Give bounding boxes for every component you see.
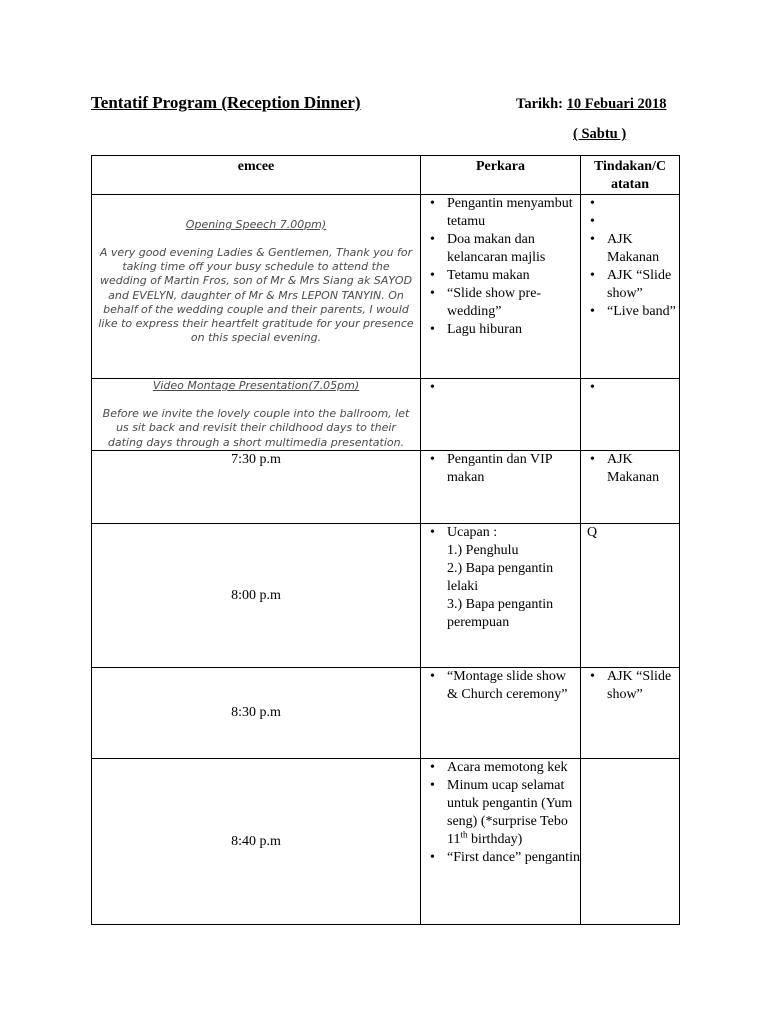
list-item: 1.) Penghulu [447, 543, 519, 558]
list-item: • AJK “Slide show” [607, 668, 679, 704]
tindakan-cell [581, 379, 680, 451]
tindakan-list [581, 195, 679, 321]
date-line [516, 96, 667, 113]
perkara-cell [421, 451, 581, 524]
emcee-text: A very good evening Ladies & Gentlemen, Thank you for taking time off your busy schedule to attend the wedding of Martin Fros, son of Mr & Mrs Siang ak SAYOD and EVELYN, daughter of Mr & Mrs LEPON TANYIN. On behalf of the wedding couple and their parents, I would like to express their heartfelt gratitude for your presence on this special evening. [98, 245, 414, 345]
list-item [607, 213, 679, 231]
table-row [92, 759, 680, 925]
date-value: 10 Febuari 2018 [566, 96, 667, 112]
speech-list [421, 542, 580, 632]
list-item: • AJK Makanan [607, 231, 679, 267]
list-item: • Tetamu makan [447, 267, 580, 285]
day-label: ( Sabtu ) [573, 126, 627, 142]
list-item: • Lagu hiburan [447, 321, 580, 339]
list-item: 2.) Bapa pengantin lelaki [447, 561, 554, 594]
tindakan-cell [581, 668, 680, 759]
program-table [91, 155, 680, 925]
tindakan-cell [581, 195, 680, 379]
list-item [447, 379, 580, 397]
time-cell: 8:00 p.m [92, 524, 421, 668]
time-cell: 8:30 p.m [92, 668, 421, 759]
perkara-cell [421, 759, 581, 925]
emcee-script [92, 379, 420, 450]
time-cell: 8:40 p.m [92, 759, 421, 925]
emcee-text: Before we invite the lovely couple into the ballroom, let us sit back and revisit their childhood days to their dating days through a short multimedia presentation. [102, 407, 410, 449]
list-item: • Pengantin dan VIP makan [447, 451, 580, 487]
emcee-cell [92, 379, 421, 451]
list-item: • AJK “Slide show” [607, 267, 679, 303]
list-item: • “Slide show pre-wedding” [447, 285, 580, 321]
list-item: • “First dance” pengantin [447, 849, 580, 867]
list-item [447, 777, 580, 849]
table-row [92, 524, 680, 668]
table-row [92, 195, 680, 379]
tindakan-cell [581, 451, 680, 524]
list-item: • Pengantin menyambut tetamu [447, 195, 580, 231]
list-item: • Ucapan : [447, 524, 580, 542]
list-item: • Doa makan dan kelancaran majlis [447, 231, 580, 267]
list-item: • AJK Makanan [607, 451, 679, 487]
emcee-script [92, 218, 420, 346]
perkara-cell [421, 195, 581, 379]
tindakan-cell: Q [581, 524, 680, 668]
time-cell: 7:30 p.m [92, 451, 421, 524]
toast-text-end: birthday) [467, 832, 523, 847]
table-row [92, 668, 680, 759]
col-header-perkara: Perkara [421, 156, 581, 195]
toast-text: Minum ucap selamat untuk pengantin (Yum seng) (*surprise Tebo 11 [447, 778, 573, 847]
ordinal-suffix: th [460, 829, 468, 840]
col-header-tindakan: Tindakan/C atatan [581, 156, 680, 195]
list-item [607, 379, 679, 397]
emcee-cell [92, 195, 421, 379]
col-header-emcee: emcee [92, 156, 421, 195]
table-header-row [92, 156, 680, 195]
table-row [92, 379, 680, 451]
list-item: • “Live band” [607, 303, 679, 321]
perkara-cell [421, 524, 581, 668]
list-item: 3.) Bapa pengantin perempuan [447, 597, 554, 630]
emcee-heading: Opening Speech 7.00pm) [185, 217, 327, 231]
perkara-list [421, 195, 580, 339]
list-item: • Acara memotong kek [447, 759, 580, 777]
perkara-cell [421, 379, 581, 451]
perkara-cell [421, 668, 581, 759]
list-item: • “Montage slide show & Church ceremony” [447, 668, 580, 704]
emcee-heading: Video Montage Presentation(7.05pm) [152, 379, 360, 392]
list-item [607, 195, 679, 213]
tindakan-cell [581, 759, 680, 925]
table-row [92, 451, 680, 524]
date-label: Tarikh: [516, 96, 564, 112]
page-title: Tentatif Program (Reception Dinner) [91, 93, 361, 112]
